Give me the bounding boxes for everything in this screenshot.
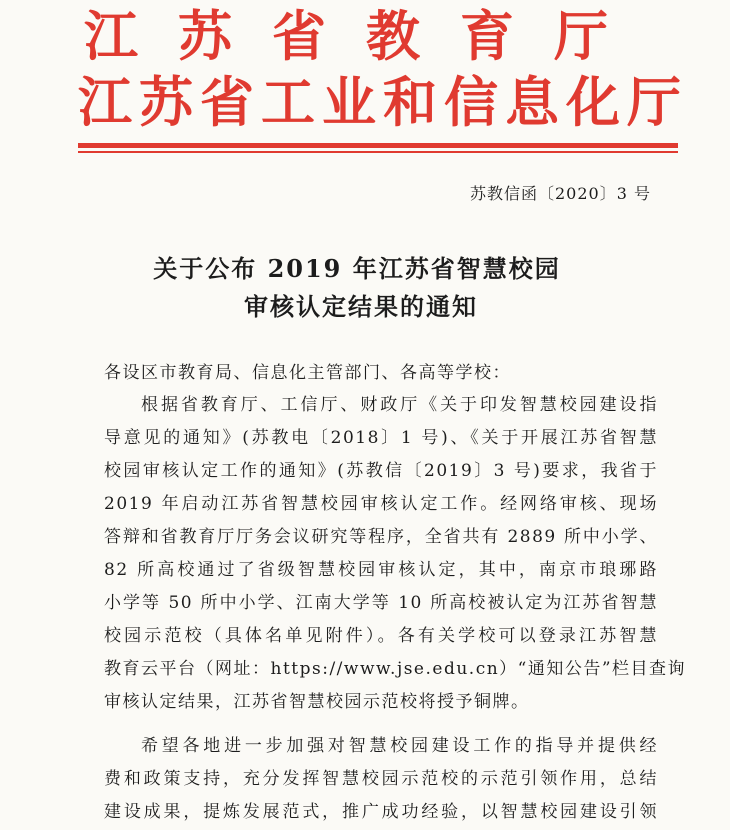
body-line: 小学等 50 所中小学、江南大学等 10 所高校被认定为江苏省智慧 bbox=[104, 593, 658, 613]
body-line: 答辩和省教育厅厅务会议研究等程序，全省共有 2889 所中小学、 bbox=[104, 527, 658, 547]
body-line: 教育云平台（网址：https://www.jse.edu.cn）“通知公告”栏目查询 bbox=[104, 659, 687, 679]
letterhead-rule-thick bbox=[78, 143, 678, 148]
body-line: 建设成果，提炼发展范式，推广成功经验，以智慧校园建设引领 bbox=[104, 802, 658, 822]
document-number: 苏教信函〔2020〕3 号 bbox=[470, 184, 651, 203]
body-line: 审核认定结果，江苏省智慧校园示范校将授予铜牌。 bbox=[104, 692, 530, 712]
document-title-line-1: 关于公布 2019 年江苏省智慧校园 bbox=[153, 254, 561, 283]
salutation: 各设区市教育局、信息化主管部门、各高等学校： bbox=[104, 363, 511, 383]
document-title-line-2: 审核认定结果的通知 bbox=[244, 292, 478, 321]
body-line: 2019 年启动江苏省智慧校园审核认定工作。经网络审核、现场 bbox=[104, 494, 658, 514]
body-line: 导意见的通知》(苏教电〔2018〕1 号)、《关于开展江苏省智慧 bbox=[104, 428, 658, 448]
body-line: 校园示范校（具体名单见附件）。各有关学校可以登录江苏智慧 bbox=[104, 626, 658, 646]
letterhead-issuer-industry: 江苏省工业和信息化厅 bbox=[78, 70, 688, 134]
body-line: 根据省教育厅、工信厅、财政厅《关于印发智慧校园建设指 bbox=[141, 395, 658, 415]
letterhead-rule-thin bbox=[78, 151, 678, 153]
body-line: 82 所高校通过了省级智慧校园审核认定，其中，南京市琅琊路 bbox=[104, 560, 658, 580]
body-line: 校园审核认定工作的通知》(苏教信〔2019〕3 号)要求，我省于 bbox=[104, 461, 658, 481]
letterhead-issuer-education: 江苏省教育厅 bbox=[84, 4, 648, 68]
body-line: 希望各地进一步加强对智慧校园建设工作的指导并提供经 bbox=[141, 736, 658, 756]
body-line: 费和政策支持，充分发挥智慧校园示范校的示范引领作用，总结 bbox=[104, 769, 658, 789]
